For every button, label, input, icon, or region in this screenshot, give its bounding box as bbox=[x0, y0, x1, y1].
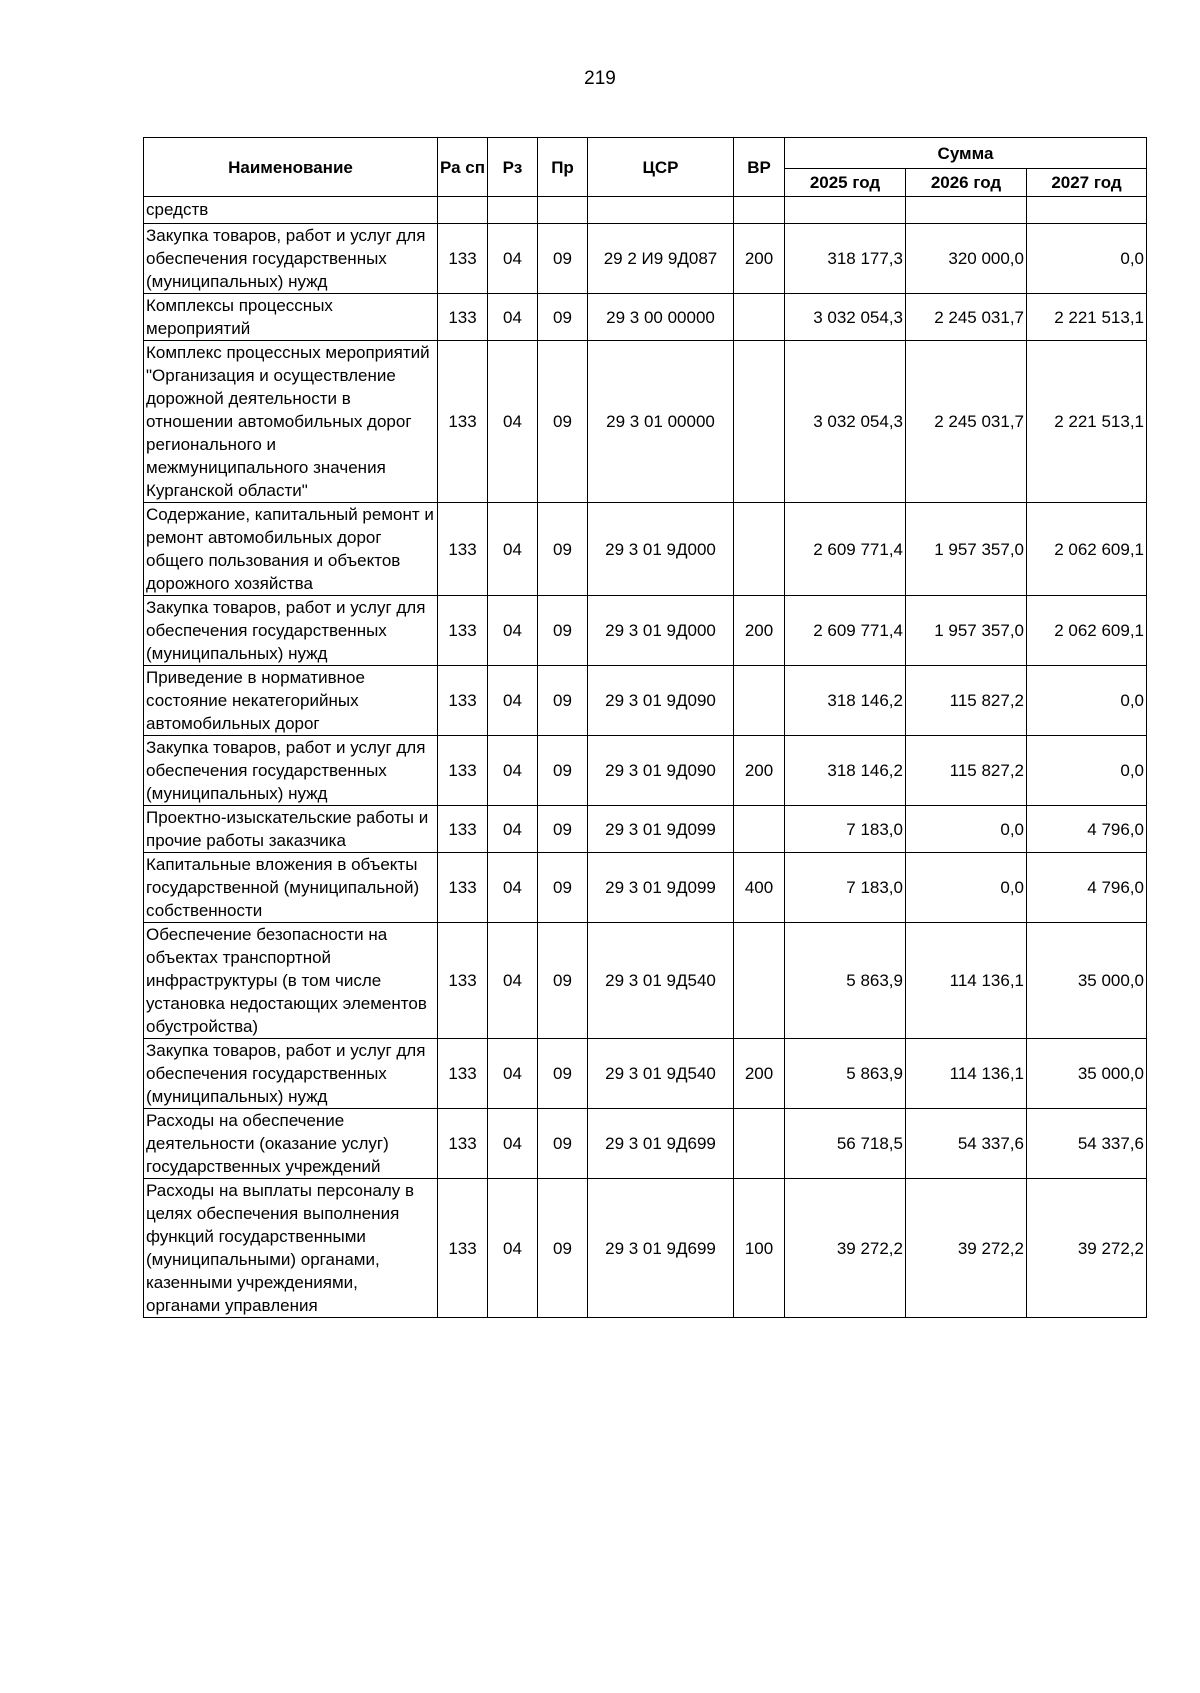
cell-rasp: 133 bbox=[438, 224, 488, 294]
cell-rasp: 133 bbox=[438, 1179, 488, 1318]
table-row bbox=[144, 1179, 1147, 1318]
cell-2025: 5 863,9 bbox=[785, 1039, 906, 1109]
col-header-rasp: Ра сп bbox=[438, 138, 488, 197]
cell-csr: 29 3 01 9Д000 bbox=[588, 503, 734, 596]
cell-2026: 1 957 357,0 bbox=[906, 596, 1027, 666]
cell-2026 bbox=[906, 197, 1027, 224]
cell-name: Комплексы процессных мероприятий bbox=[144, 294, 438, 341]
cell-pr bbox=[538, 197, 588, 224]
cell-name: Расходы на выплаты персоналу в целях обеспечения выполнения функций государственными (муниципальными) органами, казенными учреждениями, органами управления bbox=[144, 1179, 438, 1318]
cell-rasp: 133 bbox=[438, 596, 488, 666]
cell-rz: 04 bbox=[488, 806, 538, 853]
cell-2025: 7 183,0 bbox=[785, 806, 906, 853]
table-row bbox=[144, 1039, 1147, 1109]
cell-vr: 200 bbox=[734, 596, 785, 666]
cell-pr: 09 bbox=[538, 666, 588, 736]
cell-rz: 04 bbox=[488, 503, 538, 596]
cell-2025: 5 863,9 bbox=[785, 923, 906, 1039]
cell-pr: 09 bbox=[538, 1039, 588, 1109]
cell-pr: 09 bbox=[538, 853, 588, 923]
col-header-2027: 2027 год bbox=[1027, 169, 1147, 197]
table-row bbox=[144, 923, 1147, 1039]
col-header-pr: Пр bbox=[538, 138, 588, 197]
col-header-sum: Сумма bbox=[785, 138, 1147, 169]
cell-pr: 09 bbox=[538, 806, 588, 853]
cell-rz: 04 bbox=[488, 1179, 538, 1318]
cell-name: Закупка товаров, работ и услуг для обеспечения государственных (муниципальных) нужд bbox=[144, 736, 438, 806]
cell-2026: 54 337,6 bbox=[906, 1109, 1027, 1179]
cell-csr: 29 3 01 9Д000 bbox=[588, 596, 734, 666]
cell-csr: 29 3 01 9Д540 bbox=[588, 923, 734, 1039]
cell-2026: 2 245 031,7 bbox=[906, 294, 1027, 341]
cell-2025: 56 718,5 bbox=[785, 1109, 906, 1179]
cell-rasp: 133 bbox=[438, 806, 488, 853]
cell-2025: 318 146,2 bbox=[785, 666, 906, 736]
cell-pr: 09 bbox=[538, 736, 588, 806]
table-row bbox=[144, 503, 1147, 596]
cell-vr: 200 bbox=[734, 736, 785, 806]
cell-pr: 09 bbox=[538, 503, 588, 596]
cell-2025: 3 032 054,3 bbox=[785, 341, 906, 503]
table-row bbox=[144, 341, 1147, 503]
cell-csr: 29 3 01 9Д540 bbox=[588, 1039, 734, 1109]
cell-rasp: 133 bbox=[438, 1109, 488, 1179]
cell-rasp: 133 bbox=[438, 666, 488, 736]
cell-rz: 04 bbox=[488, 666, 538, 736]
cell-vr bbox=[734, 341, 785, 503]
cell-2027: 4 796,0 bbox=[1027, 806, 1147, 853]
cell-name: Обеспечение безопасности на объектах транспортной инфраструктуры (в том числе установка недостающих элементов обустройства) bbox=[144, 923, 438, 1039]
cell-pr: 09 bbox=[538, 923, 588, 1039]
cell-name: Закупка товаров, работ и услуг для обеспечения государственных (муниципальных) нужд bbox=[144, 596, 438, 666]
cell-rz: 04 bbox=[488, 923, 538, 1039]
cell-rz: 04 bbox=[488, 294, 538, 341]
cell-pr: 09 bbox=[538, 341, 588, 503]
cell-vr bbox=[734, 503, 785, 596]
cell-2027: 0,0 bbox=[1027, 666, 1147, 736]
cell-2026: 320 000,0 bbox=[906, 224, 1027, 294]
cell-vr bbox=[734, 923, 785, 1039]
cell-rz bbox=[488, 197, 538, 224]
table-row bbox=[144, 294, 1147, 341]
col-header-rz: Рз bbox=[488, 138, 538, 197]
cell-pr: 09 bbox=[538, 596, 588, 666]
cell-2026: 39 272,2 bbox=[906, 1179, 1027, 1318]
cell-rasp: 133 bbox=[438, 736, 488, 806]
cell-name: Проектно-изыскательские работы и прочие работы заказчика bbox=[144, 806, 438, 853]
cell-name: Закупка товаров, работ и услуг для обеспечения государственных (муниципальных) нужд bbox=[144, 1039, 438, 1109]
cell-2025: 3 032 054,3 bbox=[785, 294, 906, 341]
col-header-name: Наименование bbox=[144, 138, 438, 197]
cell-2025: 318 146,2 bbox=[785, 736, 906, 806]
cell-pr: 09 bbox=[538, 294, 588, 341]
cell-rasp: 133 bbox=[438, 923, 488, 1039]
cell-rz: 04 bbox=[488, 341, 538, 503]
cell-2027: 35 000,0 bbox=[1027, 1039, 1147, 1109]
col-header-2025: 2025 год bbox=[785, 169, 906, 197]
cell-rasp: 133 bbox=[438, 341, 488, 503]
cell-pr: 09 bbox=[538, 224, 588, 294]
cell-csr bbox=[588, 197, 734, 224]
cell-rz: 04 bbox=[488, 1109, 538, 1179]
cell-vr: 100 bbox=[734, 1179, 785, 1318]
table-row bbox=[144, 736, 1147, 806]
cell-csr: 29 3 01 9Д090 bbox=[588, 736, 734, 806]
page-number: 219 bbox=[584, 68, 616, 89]
cell-2025: 2 609 771,4 bbox=[785, 596, 906, 666]
cell-vr bbox=[734, 1109, 785, 1179]
col-header-2026: 2026 год bbox=[906, 169, 1027, 197]
cell-2027: 4 796,0 bbox=[1027, 853, 1147, 923]
cell-2027: 35 000,0 bbox=[1027, 923, 1147, 1039]
cell-name: Расходы на обеспечение деятельности (оказание услуг) государственных учреждений bbox=[144, 1109, 438, 1179]
cell-2026: 115 827,2 bbox=[906, 666, 1027, 736]
cell-name: Капитальные вложения в объекты государственной (муниципальной) собственности bbox=[144, 853, 438, 923]
cell-pr: 09 bbox=[538, 1179, 588, 1318]
cell-vr bbox=[734, 197, 785, 224]
cell-2026: 0,0 bbox=[906, 853, 1027, 923]
cell-2025: 7 183,0 bbox=[785, 853, 906, 923]
cell-rasp bbox=[438, 197, 488, 224]
cell-name: Комплекс процессных мероприятий "Организация и осуществление дорожной деятельности в отношении автомобильных дорог регионального и межмуниципального значения Курганской области" bbox=[144, 341, 438, 503]
cell-csr: 29 3 01 9Д090 bbox=[588, 666, 734, 736]
cell-rz: 04 bbox=[488, 224, 538, 294]
cell-name: Приведение в нормативное состояние некатегорийных автомобильных дорог bbox=[144, 666, 438, 736]
cell-name: Закупка товаров, работ и услуг для обеспечения государственных (муниципальных) нужд bbox=[144, 224, 438, 294]
cell-2027: 0,0 bbox=[1027, 224, 1147, 294]
cell-name: Содержание, капитальный ремонт и ремонт автомобильных дорог общего пользования и объектов дорожного хозяйства bbox=[144, 503, 438, 596]
cell-2027: 39 272,2 bbox=[1027, 1179, 1147, 1318]
cell-2027: 2 062 609,1 bbox=[1027, 503, 1147, 596]
table-row bbox=[144, 853, 1147, 923]
cell-csr: 29 3 01 9Д699 bbox=[588, 1179, 734, 1318]
cell-2025: 2 609 771,4 bbox=[785, 503, 906, 596]
budget-table bbox=[143, 137, 1147, 1318]
cell-2026: 115 827,2 bbox=[906, 736, 1027, 806]
cell-2027 bbox=[1027, 197, 1147, 224]
table-row bbox=[144, 197, 1147, 224]
cell-csr: 29 3 01 9Д699 bbox=[588, 1109, 734, 1179]
cell-rasp: 133 bbox=[438, 853, 488, 923]
cell-vr bbox=[734, 294, 785, 341]
cell-name: средств bbox=[144, 197, 438, 224]
cell-rz: 04 bbox=[488, 596, 538, 666]
cell-rasp: 133 bbox=[438, 503, 488, 596]
cell-2027: 54 337,6 bbox=[1027, 1109, 1147, 1179]
cell-rasp: 133 bbox=[438, 294, 488, 341]
cell-2025: 39 272,2 bbox=[785, 1179, 906, 1318]
cell-csr: 29 3 01 00000 bbox=[588, 341, 734, 503]
cell-pr: 09 bbox=[538, 1109, 588, 1179]
cell-vr bbox=[734, 806, 785, 853]
cell-2026: 0,0 bbox=[906, 806, 1027, 853]
cell-vr: 400 bbox=[734, 853, 785, 923]
cell-rz: 04 bbox=[488, 1039, 538, 1109]
cell-2027: 2 062 609,1 bbox=[1027, 596, 1147, 666]
cell-2026: 2 245 031,7 bbox=[906, 341, 1027, 503]
cell-vr: 200 bbox=[734, 1039, 785, 1109]
cell-2025: 318 177,3 bbox=[785, 224, 906, 294]
cell-csr: 29 2 И9 9Д087 bbox=[588, 224, 734, 294]
cell-2026: 1 957 357,0 bbox=[906, 503, 1027, 596]
cell-2027: 2 221 513,1 bbox=[1027, 294, 1147, 341]
cell-2027: 0,0 bbox=[1027, 736, 1147, 806]
col-header-csr: ЦСР bbox=[588, 138, 734, 197]
table-body bbox=[144, 197, 1147, 1318]
table-header bbox=[144, 138, 1147, 197]
cell-2026: 114 136,1 bbox=[906, 1039, 1027, 1109]
cell-csr: 29 3 01 9Д099 bbox=[588, 806, 734, 853]
cell-rasp: 133 bbox=[438, 1039, 488, 1109]
cell-2025 bbox=[785, 197, 906, 224]
col-header-vr: ВР bbox=[734, 138, 785, 197]
cell-2026: 114 136,1 bbox=[906, 923, 1027, 1039]
cell-csr: 29 3 01 9Д099 bbox=[588, 853, 734, 923]
table-row bbox=[144, 666, 1147, 736]
cell-vr bbox=[734, 666, 785, 736]
table-row bbox=[144, 224, 1147, 294]
table-row bbox=[144, 596, 1147, 666]
cell-2027: 2 221 513,1 bbox=[1027, 341, 1147, 503]
cell-vr: 200 bbox=[734, 224, 785, 294]
cell-rz: 04 bbox=[488, 853, 538, 923]
cell-csr: 29 3 00 00000 bbox=[588, 294, 734, 341]
cell-rz: 04 bbox=[488, 736, 538, 806]
table-row bbox=[144, 806, 1147, 853]
table-row bbox=[144, 1109, 1147, 1179]
